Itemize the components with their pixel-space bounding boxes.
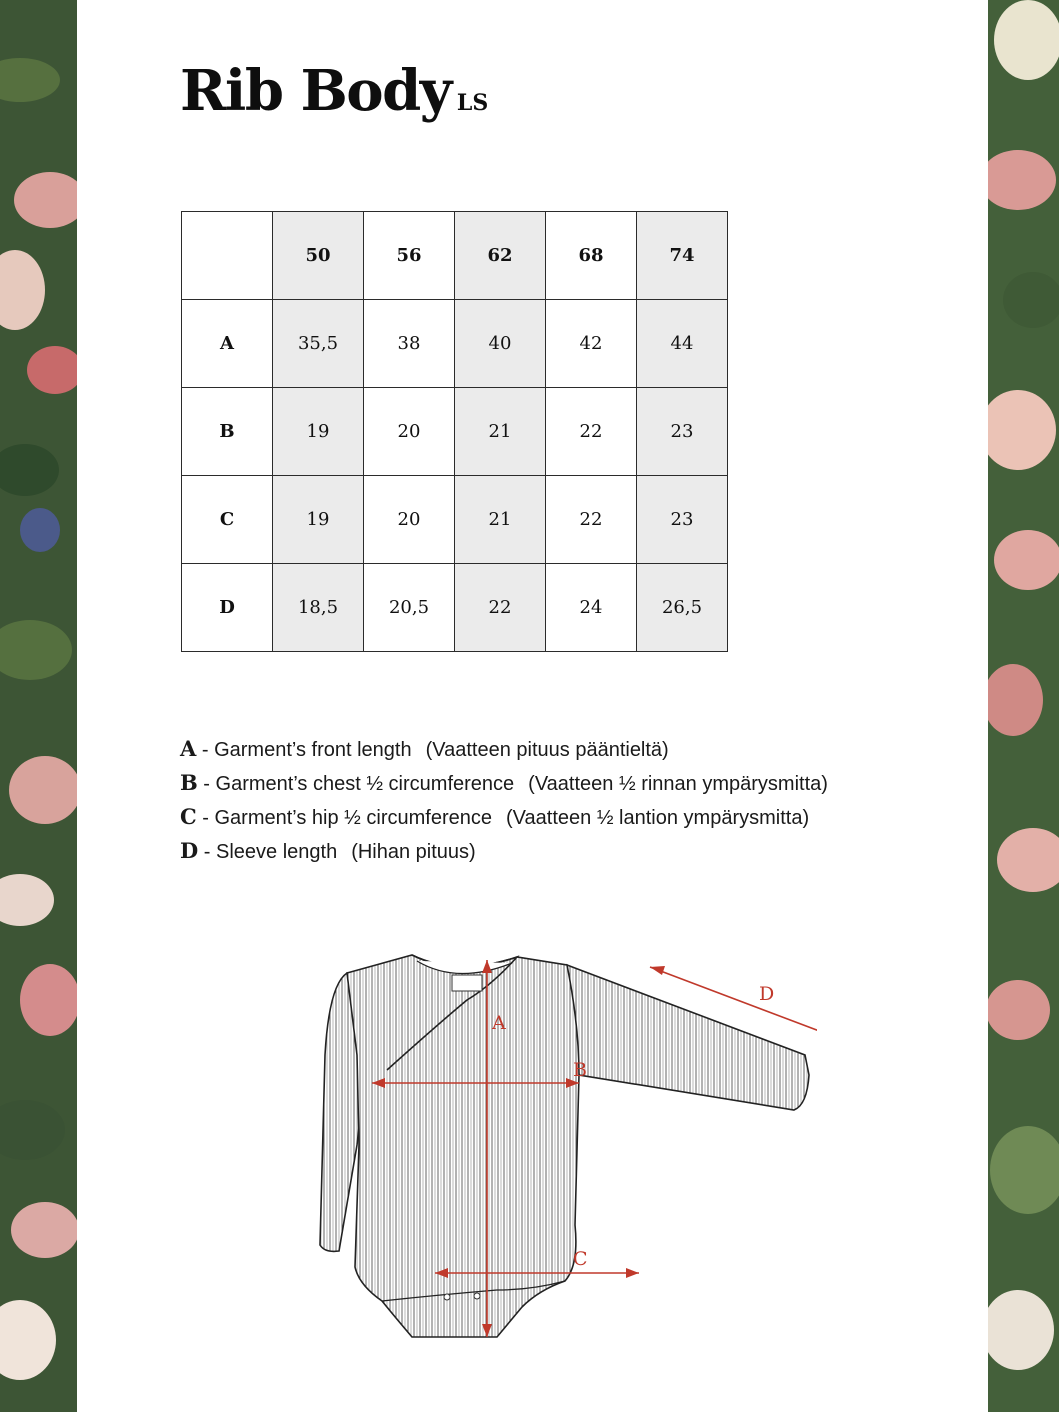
table-cell: 38 — [364, 300, 455, 388]
table-cell: 40 — [455, 300, 546, 388]
bodysuit-drawing — [320, 955, 809, 1337]
size-table — [181, 211, 728, 652]
table-cell: 22 — [546, 476, 637, 564]
legend-item — [180, 732, 828, 766]
table-cell: 22 — [455, 564, 546, 652]
table-cell: 42 — [546, 300, 637, 388]
table-cell: 35,5 — [273, 300, 364, 388]
table-cell: 20 — [364, 388, 455, 476]
legend-text: - Garment’s chest ½ circumference — [197, 773, 515, 795]
legend-item — [180, 834, 828, 868]
legend-key: D — [180, 838, 199, 863]
table-cell: 21 — [455, 388, 546, 476]
size-header-cell: 50 — [273, 212, 364, 300]
legend-text: - Sleeve length — [198, 841, 338, 863]
table-cell: 19 — [273, 476, 364, 564]
measure-label-b: B — [573, 1059, 587, 1081]
floral-image-left — [0, 0, 77, 1412]
legend-translation: (Vaatteen ½ lantion ympärysmitta) — [506, 807, 810, 829]
measure-label-a: A — [492, 1012, 506, 1034]
size-header-cell: 68 — [546, 212, 637, 300]
table-row — [182, 388, 728, 476]
measurement-legend — [180, 732, 828, 868]
table-cell: 26,5 — [637, 564, 728, 652]
table-cell: 20 — [364, 476, 455, 564]
legend-item — [180, 766, 828, 800]
measure-label-c: C — [573, 1248, 588, 1270]
table-row — [182, 300, 728, 388]
legend-key: B — [180, 770, 198, 795]
title-main: Rib Body — [180, 58, 451, 124]
page-title — [180, 58, 488, 124]
size-chart-sheet — [77, 0, 988, 1412]
row-label: D — [182, 564, 273, 652]
table-row — [182, 564, 728, 652]
table-cell: 18,5 — [273, 564, 364, 652]
row-label: C — [182, 476, 273, 564]
table-row — [182, 476, 728, 564]
table-corner-cell — [182, 212, 273, 300]
legend-text: - Garment’s hip ½ circumference — [196, 807, 493, 829]
garment-diagram — [317, 945, 817, 1345]
legend-translation: (Vaatteen pituus pääntieltä) — [425, 739, 669, 761]
legend-translation: (Vaatteen ½ rinnan ympärysmitta) — [528, 773, 828, 795]
legend-key: C — [180, 804, 197, 829]
size-header-cell: 56 — [364, 212, 455, 300]
table-cell: 22 — [546, 388, 637, 476]
legend-text: - Garment’s front length — [196, 739, 412, 761]
title-suffix: LS — [456, 90, 489, 116]
row-label: B — [182, 388, 273, 476]
floral-border-right — [988, 0, 1059, 1412]
size-header-row — [182, 212, 728, 300]
table-cell: 24 — [546, 564, 637, 652]
floral-image-right — [988, 0, 1059, 1412]
table-cell: 21 — [455, 476, 546, 564]
legend-item — [180, 800, 828, 834]
table-cell: 20,5 — [364, 564, 455, 652]
table-cell: 23 — [637, 388, 728, 476]
measure-label-d: D — [759, 983, 775, 1005]
table-cell: 44 — [637, 300, 728, 388]
table-cell: 23 — [637, 476, 728, 564]
table-cell: 19 — [273, 388, 364, 476]
size-header-cell: 74 — [637, 212, 728, 300]
floral-border-left — [0, 0, 77, 1412]
size-header-cell: 62 — [455, 212, 546, 300]
legend-key: A — [180, 736, 197, 761]
row-label: A — [182, 300, 273, 388]
legend-translation: (Hihan pituus) — [351, 841, 476, 863]
